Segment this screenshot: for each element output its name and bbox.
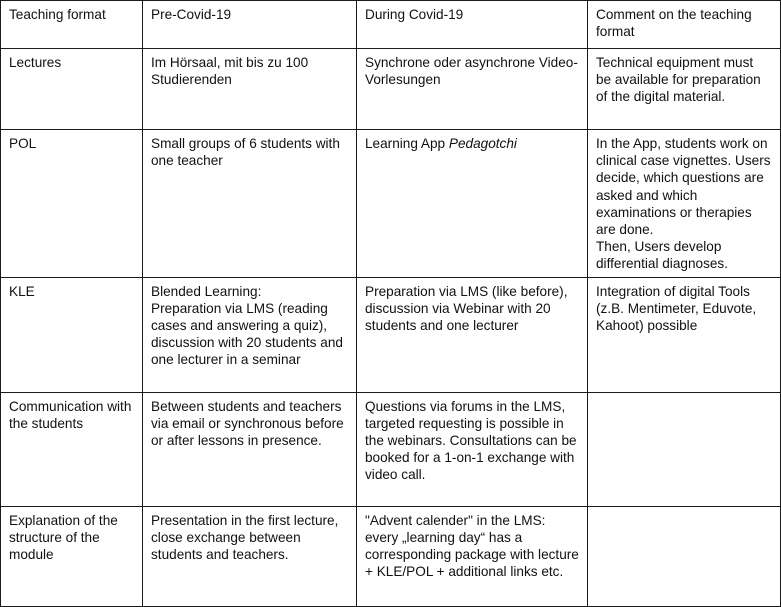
- during-covid-cell: [357, 130, 588, 278]
- comment-cell: Integration of digital Tools (z.B. Mentimeter, Eduvote, Kahoot) possible: [588, 277, 781, 392]
- comment-cell: In the App, students work on clinical case vignettes. Users decide, which questions are asked and which examinations or therapies are done. Then, Users develop differential diagnoses.: [588, 130, 781, 278]
- pre-covid-cell: Between students and teachers via email or synchronous before or after lessons in presence.: [143, 392, 357, 506]
- table-header-row: [1, 1, 781, 49]
- table-row: [1, 392, 781, 506]
- during-covid-cell: Questions via forums in the LMS, targeted requesting is possible in the webinars. Consultations can be booked for a 1-on-1 exchange with video call.: [357, 392, 588, 506]
- format-cell: Lectures: [1, 49, 143, 130]
- format-cell: KLE: [1, 277, 143, 392]
- table-row: [1, 49, 781, 130]
- comment-cell: Technical equipment must be available for preparation of the digital material.: [588, 49, 781, 130]
- app-name: Pedagotchi: [448, 136, 517, 151]
- table-row: [1, 506, 781, 606]
- table-row: [1, 130, 781, 278]
- format-cell: Communication with the students: [1, 392, 143, 506]
- format-cell: Explanation of the structure of the module: [1, 506, 143, 606]
- format-cell: POL: [1, 130, 143, 278]
- pre-covid-cell: Small groups of 6 students with one teacher: [143, 130, 357, 278]
- header-comment: Comment on the teaching format: [588, 1, 781, 49]
- pre-covid-cell: Presentation in the first lecture, close exchange between students and teachers.: [143, 506, 357, 606]
- comment-cell: [588, 392, 781, 506]
- pre-covid-cell: Blended Learning: Preparation via LMS (reading cases and answering a quiz), discussion with 20 students and one lecturer in a seminar: [143, 277, 357, 392]
- during-text: Learning App: [365, 136, 449, 151]
- pre-covid-cell: Im Hörsaal, mit bis zu 100 Studierenden: [143, 49, 357, 130]
- during-covid-cell: Synchrone oder asynchrone Video-Vorlesungen: [357, 49, 588, 130]
- header-teaching-format: Teaching format: [1, 1, 143, 49]
- comment-cell: [588, 506, 781, 606]
- header-during-covid: During Covid-19: [357, 1, 588, 49]
- table-row: [1, 277, 781, 392]
- during-covid-cell: "Advent calender" in the LMS: every „learning day“ has a corresponding package with lecture + KLE/POL + additional links etc.: [357, 506, 588, 606]
- during-covid-cell: Preparation via LMS (like before), discussion via Webinar with 20 students and one lecturer: [357, 277, 588, 392]
- header-pre-covid: Pre-Covid-19: [143, 1, 357, 49]
